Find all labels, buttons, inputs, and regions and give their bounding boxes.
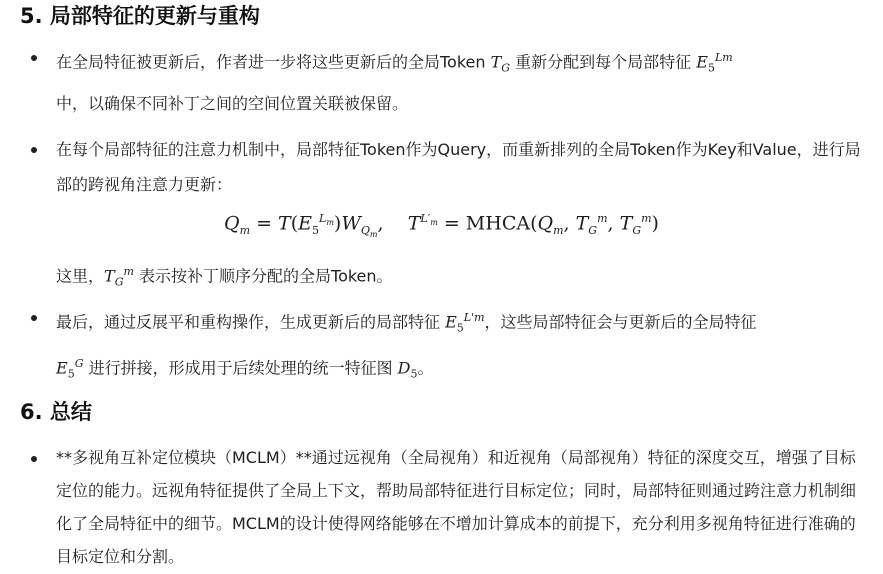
item-text: 重新分配到每个局部特征 xyxy=(510,52,697,72)
item-text: 最后，通过反展平和重构操作，生成更新后的局部特征 xyxy=(56,312,446,332)
math-subscript: 5 xyxy=(410,367,418,381)
item-text: **多视角互补定位模块（MCLM）**通过远视角（全局视角）和近视角（局部视角）特征的深度交互，增强了目标定位的能力。远视角特征提供了全局上下文，帮助局部特征进行目标定位；同时，局部特征则通过跨注意力机制细化了全局特征中的细节。MCLM的设计使得网络能够在不增加计算成本的前提下，充分利用多视角特征进行准确的目标定位和分割。 xyxy=(56,448,857,566)
math-symbol: T xyxy=(104,266,115,286)
math-symbol: E xyxy=(696,52,708,72)
item-text: 进行拼接，形成用于后续处理的统一特征图 xyxy=(83,357,398,377)
list-item xyxy=(0,40,883,121)
math-symbol: D xyxy=(397,357,411,377)
list-item xyxy=(0,132,883,202)
equation: $Q_m = T(E_5^{L_m})W_{Q_m}$, $T^{L'_m}$ = $MHCA(Q_m$, $T_G^m$, $T_G^m$) xyxy=(224,212,659,240)
list-item xyxy=(0,441,883,573)
section-heading: 6. 总结 xyxy=(20,400,92,424)
bullet-list xyxy=(0,40,883,202)
bullet-icon xyxy=(31,55,37,61)
bullet-list xyxy=(0,441,883,573)
formula-note xyxy=(56,257,393,298)
bullet-icon xyxy=(31,315,37,321)
item-text: 。 xyxy=(417,357,434,377)
math-subscript: 5 xyxy=(456,321,464,335)
math-superscript: L'm xyxy=(463,311,485,324)
section-heading: 5. 局部特征的更新与重构 xyxy=(20,4,260,28)
math-symbol: E xyxy=(56,357,68,377)
math-subscript: 5 xyxy=(707,61,715,75)
math-subscript: 5 xyxy=(67,367,75,381)
bullet-list xyxy=(0,300,883,391)
item-text: 在每个局部特征的注意力机制中，局部特征Token作为Query，而重新排列的全局Token作为Key和Value，进行局部的跨视角注意力更新： xyxy=(56,139,861,194)
math-superscript: G xyxy=(74,356,84,370)
math-subscript: G xyxy=(114,275,124,289)
item-text: 中，以确保不同补丁之间的空间位置关联被保留。 xyxy=(56,93,409,113)
list-item xyxy=(0,300,883,391)
math-symbol: E xyxy=(445,312,457,332)
math-superscript: m xyxy=(123,265,134,278)
bullet-icon xyxy=(31,456,37,462)
note-text: 这里， xyxy=(56,266,105,286)
item-text: 在全局特征被更新后，作者进一步将这些更新后的全局Token xyxy=(56,52,491,72)
math-subscript: G xyxy=(501,61,511,75)
item-text: ，这些局部特征会与更新后的全局特征 xyxy=(484,312,757,332)
note-text: 表示按补丁顺序分配的全局Token。 xyxy=(133,266,393,286)
bullet-icon xyxy=(31,147,37,153)
math-symbol: T xyxy=(490,52,502,72)
math-superscript: Lm xyxy=(714,51,733,64)
